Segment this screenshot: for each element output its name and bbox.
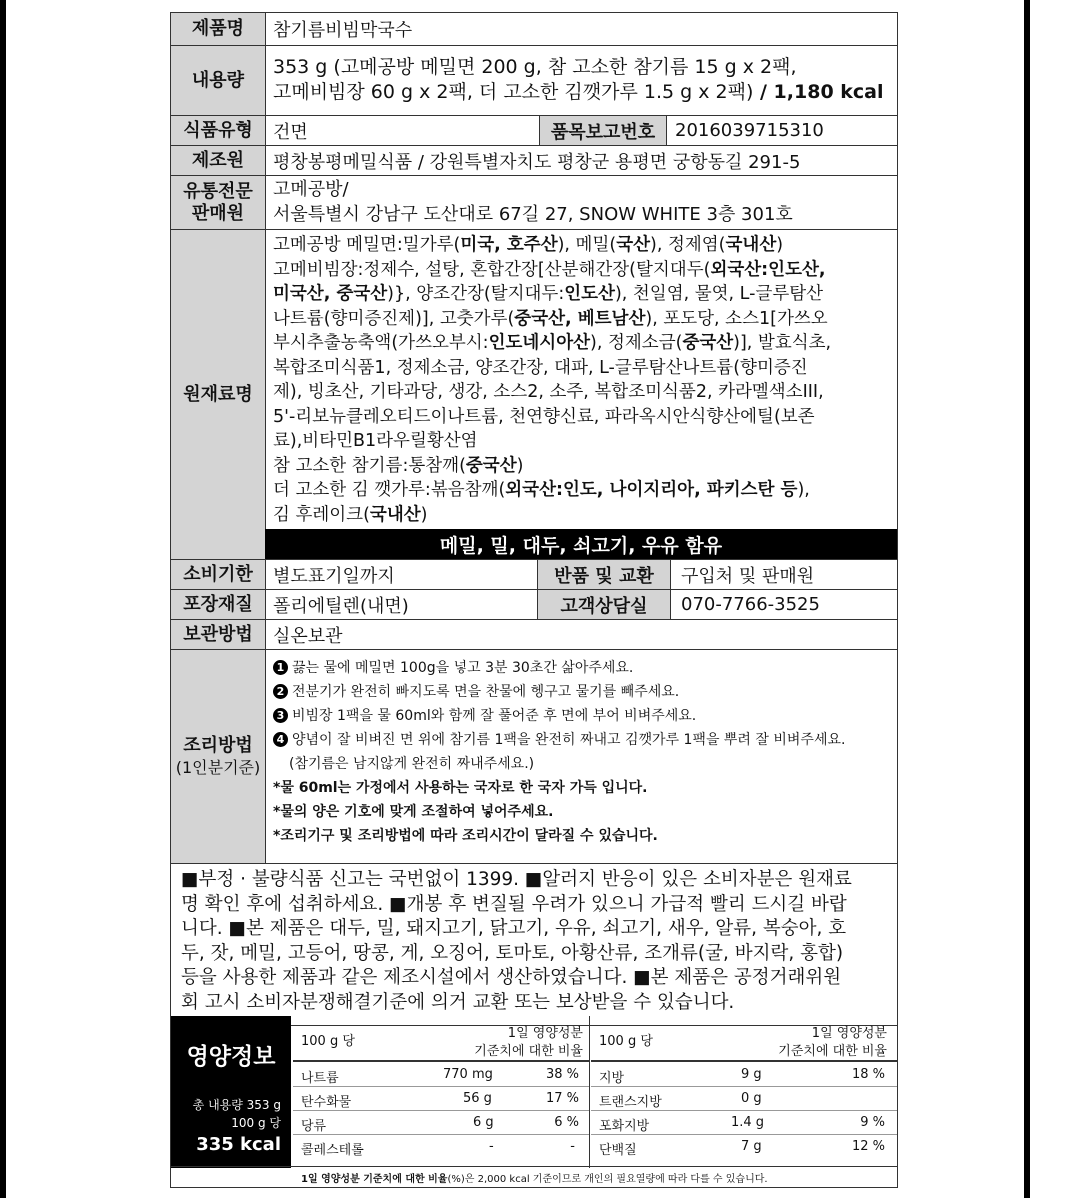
- cooking-note: *물의 양은 기호에 맞게 조절하여 넣어주세요.: [273, 804, 554, 820]
- food-type: 건면: [273, 121, 308, 143]
- row-content: [170, 46, 898, 116]
- report-no-label: 품목보고번호: [539, 116, 667, 145]
- cooking-label: 조리방법 (1인분기준): [171, 650, 266, 863]
- step-number-icon: 1: [273, 660, 288, 675]
- warning-text: ■부정 · 불량식품 신고는 국번없이 1399. ■알러지 반응이 있은 소비자분은 원재료 명 확인 후에 섭취하세요. ■개봉 후 변질될 우려가 있으니 가급적 빨리 드시길 바랍 니다. ■본 제품은 대두, 밀, 돼지고기, 닭고기, 우유, 쇠고기, 새우, 알류, 복숭아, 호 두, 잣, 메밀, 고등어, 땅콩, 게, 오징어, 토마토, 아황산류, 조개류(굴, 바지락, 홍합) 등을 사용한 제품과 같은 제조시설에서 생산하였습니다. ■본 제품은 공정거래위원 회 고시 소비자분쟁해결기준에 의거 교환 또는 보상받을 수 있습니다.: [181, 869, 852, 1013]
- ingredient-line: 료),비타민B1라우릴황산염: [273, 431, 478, 451]
- storage-label: 보관방법: [171, 620, 266, 649]
- maker-label: 제조원: [171, 146, 266, 175]
- food-type-label: 식품유형: [171, 116, 266, 145]
- nutrition-header: 100 g 당 1일 영양성분 기준치에 대한 비율: [591, 1016, 897, 1062]
- nutrition-kcal: 335 kcal: [196, 1134, 281, 1155]
- nutrition-per: 100 g 당: [231, 1116, 281, 1130]
- seller-label: 유통전문 판매원: [171, 176, 266, 229]
- customer-service-label: 고객상담실: [537, 590, 671, 619]
- nutrition-facts: [170, 1016, 898, 1188]
- nutrition-table-left: [293, 1016, 590, 1168]
- nutrition-row: 포화지방 1.4 g 9 %: [591, 1110, 897, 1135]
- nutrition-row: 콜레스테롤 - -: [301, 1139, 575, 1158]
- ingredients-list: [265, 230, 897, 529]
- customer-service-phone: 070-7766-3525: [681, 594, 820, 615]
- package: 폴리에틸렌(내면): [273, 595, 409, 617]
- ingredient-line: 김 후레이크(국내산): [273, 504, 428, 525]
- ingredient-line: 부시추출농축액(가쓰오부시:인도네시아산), 정제소금(중국산)], 발효식초,: [273, 333, 832, 353]
- content-line: 353 g (고메공방 메밀면 200 g, 참 고소한 참기름 15 g x 2팩,: [273, 56, 797, 78]
- row-food-type: [170, 116, 898, 146]
- ingredient-line: 5'-리보뉴클레오티드이나트륨, 천연향신료, 파라옥시안식향산에틸(보존: [273, 406, 815, 427]
- row-expiry: [170, 560, 898, 590]
- nutrition-summary: [171, 1016, 291, 1168]
- row-storage: [170, 620, 898, 650]
- expiry: 별도표기일까지: [273, 565, 395, 587]
- food-label: [170, 12, 898, 1188]
- cooking-note: *물 60ml는 가정에서 사용하는 국자로 한 국자 가득 입니다.: [273, 780, 648, 796]
- row-cooking: [170, 650, 898, 864]
- product-name-label: 제품명: [171, 13, 266, 45]
- nutrition-row: 탄수화물 56 g 17 %: [293, 1086, 589, 1111]
- ingredients-label: 원재료명: [171, 230, 266, 559]
- cooking-step: 4 양념이 잘 비벼진 면 위에 참기름 1팩을 완전히 짜내고 김깻가루 1팩을 뿌려 잘 비벼주세요.: [273, 728, 889, 752]
- package-label: 포장재질: [171, 590, 266, 619]
- return-label: 반품 및 교환: [537, 560, 671, 589]
- allergy-banner: 메밀, 밀, 대두, 쇠고기, 우유 함유: [265, 529, 897, 559]
- cooking-steps: [265, 650, 897, 863]
- row-warning: [170, 864, 898, 1026]
- content-line-2: 고메비빔장 60 g x 2팩, 더 고소한 김깻가루 1.5 g x 2팩) / 1,180 kcal: [273, 80, 884, 103]
- step-number-icon: 4: [273, 732, 288, 747]
- expiry-label: 소비기한: [171, 560, 266, 589]
- nutrition-row: 지방 9 g 18 %: [591, 1062, 897, 1087]
- maker: 평창봉평메밀식품 / 강원특별자치도 평창군 용평면 궁항동길 291-5: [273, 151, 801, 173]
- row-product-name: [170, 12, 898, 46]
- ingredient-line: 더 고소한 김 깻가루:볶음참깨(외국산:인도, 나이지리아, 파키스탄 등),: [273, 480, 810, 500]
- row-maker: [170, 146, 898, 176]
- report-no: 2016039715310: [675, 120, 824, 141]
- nutrition-table-right: [591, 1016, 897, 1168]
- return-value: 구입처 및 판매원: [681, 565, 815, 587]
- cooking-step: 2 전분기가 완전히 빠지도록 면을 찬물에 헹구고 물기를 빼주세요.: [273, 680, 889, 704]
- product-name: 참기름비빔막국수: [273, 20, 413, 41]
- cooking-step: 1 끓는 물에 메밀면 100g을 넣고 3분 30초간 삶아주세요.: [273, 656, 889, 680]
- storage: 실온보관: [273, 625, 343, 647]
- left-edge-bar: [0, 0, 6, 1198]
- nutrition-footnote: 1일 영양성분 기준치에 대한 비율 (%)은 2,000 kcal 기준이므로 개인의 필요열량에 따라 다를 수 있습니다.: [171, 1166, 897, 1187]
- nutrition-row: 당류 6 g 6 %: [293, 1110, 589, 1135]
- nutrition-total: 총 내용량 353 g: [192, 1098, 281, 1112]
- ingredient-line: 고메비빔장:정제수, 설탕, 혼합간장[산분해간장(탈지대두(외국산:인도산,: [273, 259, 826, 280]
- ingredient-line: 참 고소한 참기름:통참깨(중국산): [273, 455, 524, 476]
- ingredient-line: 고메공방 메밀면:밀가루(미국, 호주산), 메밀(국산), 정제염(국내산): [273, 235, 784, 255]
- content-value: [265, 46, 897, 115]
- cooking-step-note: (참기름은 남지않게 완전히 짜내주세요.): [289, 756, 535, 772]
- ingredient-line: 제), 빙초산, 기타과당, 생강, 소스2, 소주, 복합조미식품2, 카라멜색소III,: [273, 382, 824, 402]
- cooking-note: *조리기구 및 조리방법에 따라 조리시간이 달라질 수 있습니다.: [273, 828, 658, 844]
- ingredient-line: 미국산, 중국산)}, 양조간장(탈지대두:인도산), 천일염, 물엿, L-글루탐산: [273, 284, 824, 304]
- row-ingredients: [170, 230, 898, 560]
- cooking-step: 3 비빔장 1팩을 물 60ml와 함께 잘 풀어준 후 면에 부어 비벼주세요.: [273, 704, 889, 728]
- ingredient-line: 복합조미식품1, 정제소금, 양조간장, 대파, L-글루탐산나트륨(향미증진: [273, 357, 808, 378]
- ingredient-line: 나트륨(향미증진제)], 고춧가루(중국산, 베트남산), 포도당, 소스1[가쓰오: [273, 308, 828, 329]
- right-edge-bar: [1024, 0, 1030, 1198]
- seller-value: 고메공방/ 서울특별시 강남구 도산대로 67길 27, SNOW WHITE 3층 301호: [273, 179, 793, 225]
- row-package: [170, 590, 898, 620]
- nutrition-title: 영양정보: [186, 1044, 276, 1070]
- step-number-icon: 3: [273, 708, 288, 723]
- nutrition-header: 100 g 당 1일 영양성분 기준치에 대한 비율: [293, 1016, 589, 1062]
- content-kcal: / 1,180 kcal: [753, 80, 884, 103]
- content-label: 내용량: [171, 46, 266, 115]
- step-number-icon: 2: [273, 684, 288, 699]
- nutrition-row: 나트륨 770 mg 38 %: [293, 1062, 589, 1087]
- nutrition-row: 트랜스지방 0 g: [591, 1086, 897, 1111]
- nutrition-row: 단백질 7 g 12 %: [599, 1139, 885, 1158]
- row-seller: [170, 176, 898, 230]
